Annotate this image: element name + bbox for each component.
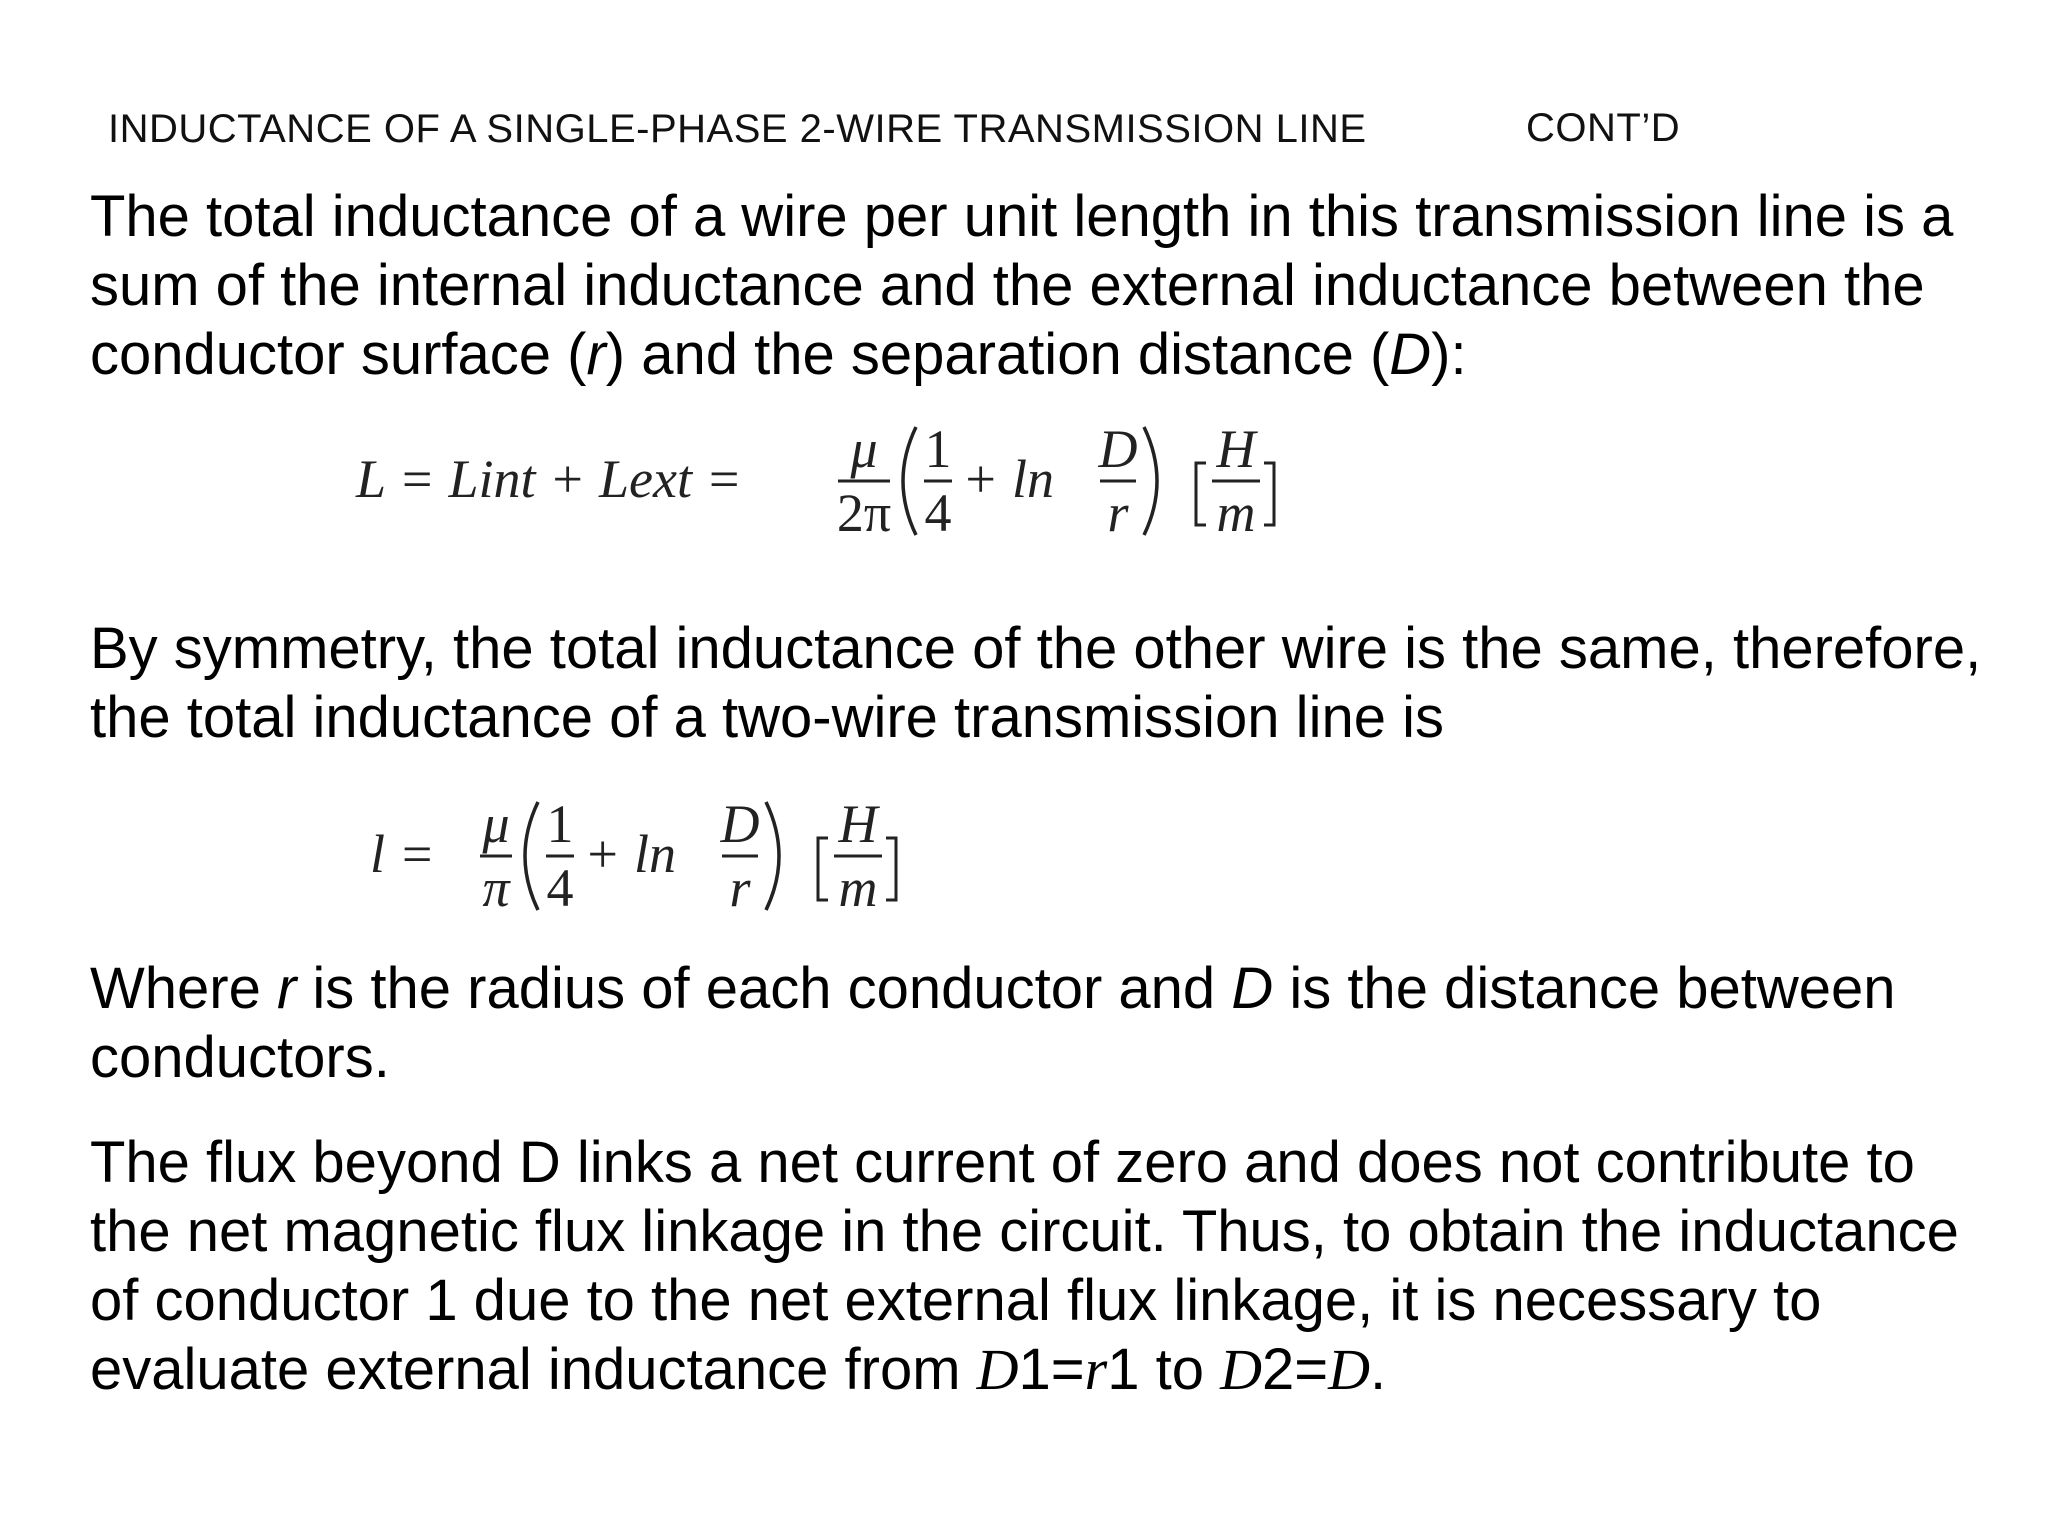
eq1-left-bracket xyxy=(1196,463,1206,525)
equation-2-svg xyxy=(370,780,930,930)
eq2-lhs: l = xyxy=(370,824,435,884)
eq1-mu: μ xyxy=(850,419,878,479)
paragraph-where xyxy=(90,954,1990,1092)
slide-title xyxy=(108,100,1681,157)
p1-var-r: r xyxy=(586,322,606,387)
p1-text-b: ) and the separation distance ( xyxy=(605,322,1390,387)
paragraph-symmetry: By symmetry, the total inductance of the other wire is the same, therefore, the total inductance of a two-wire transmission line is xyxy=(90,616,1982,750)
p1-text-a: The total inductance of a wire per unit length in this transmission line is a sum of the internal inductance and the external inductance between the conductor surface ( xyxy=(90,184,1954,387)
equation-1-svg xyxy=(356,405,1316,555)
p4-var-r1: r xyxy=(1084,1337,1108,1402)
eq1-lhs: L = Lint + Lext = xyxy=(356,449,742,509)
p3-text-b: is the radius of each conductor and xyxy=(296,956,1232,1021)
p3-text-c: is the distance between conductors. xyxy=(90,956,1896,1090)
p4-var-D2: D xyxy=(1220,1337,1262,1402)
eq2-plus-ln: + ln xyxy=(584,824,676,884)
p4-eq2: 2= xyxy=(1262,1337,1329,1402)
eq2-right-bracket xyxy=(886,838,896,900)
p4-var-D: D xyxy=(1328,1337,1371,1402)
equation-two-wire-inductance xyxy=(370,780,930,930)
eq2-m: m xyxy=(838,858,878,918)
eq2-pi: π xyxy=(482,858,510,918)
eq1-m: m xyxy=(1216,483,1256,543)
eq2-H: H xyxy=(838,794,878,854)
p4-end: . xyxy=(1370,1337,1387,1402)
eq1-H: H xyxy=(1216,419,1256,479)
p1-text-c: ): xyxy=(1431,322,1467,387)
equation-single-wire-inductance xyxy=(356,405,1316,555)
p3-var-D: D xyxy=(1231,956,1274,1021)
paragraph-flux-beyond xyxy=(90,1128,1990,1404)
p4-var-D1: D xyxy=(976,1337,1019,1402)
p4-text-a: The flux beyond D links a net current of zero and does not contribute to the net magnetic flux linkage in the circuit. Thus, to obtain the inductance of conductor 1 due to the net external flux linkage, it is necessary to evaluate external inductance from xyxy=(90,1130,1959,1402)
eq2-left-paren xyxy=(525,802,538,910)
p4-to: to xyxy=(1139,1337,1221,1402)
eq2-four: 4 xyxy=(546,858,574,918)
p3-var-r: r xyxy=(276,956,297,1021)
p4-eq1: 1= xyxy=(1018,1337,1085,1402)
eq2-right-paren xyxy=(766,802,779,910)
eq1-D: D xyxy=(1098,419,1138,479)
title-contd: CONT’D xyxy=(1526,106,1681,150)
p4-one: 1 xyxy=(1107,1337,1140,1402)
eq2-one: 1 xyxy=(546,794,574,854)
eq1-four: 4 xyxy=(924,483,952,543)
eq2-mu: μ xyxy=(482,794,510,854)
p3-text-a: Where xyxy=(90,956,277,1021)
eq1-right-paren xyxy=(1144,427,1157,535)
eq2-r: r xyxy=(729,858,751,918)
paragraph-total-inductance xyxy=(90,182,1990,389)
title-text: INDUCTANCE OF A SINGLE-PHASE 2-WIRE TRANSMISSION LINE xyxy=(108,107,1367,151)
eq1-one: 1 xyxy=(924,419,952,479)
eq1-left-paren xyxy=(903,427,916,535)
p1-var-D: D xyxy=(1389,322,1432,387)
eq1-two-pi: 2π xyxy=(836,483,892,543)
eq1-plus-ln: + ln xyxy=(962,449,1054,509)
eq2-left-bracket xyxy=(818,838,828,900)
eq1-right-bracket xyxy=(1264,463,1274,525)
eq1-r: r xyxy=(1107,483,1129,543)
eq2-D: D xyxy=(720,794,760,854)
